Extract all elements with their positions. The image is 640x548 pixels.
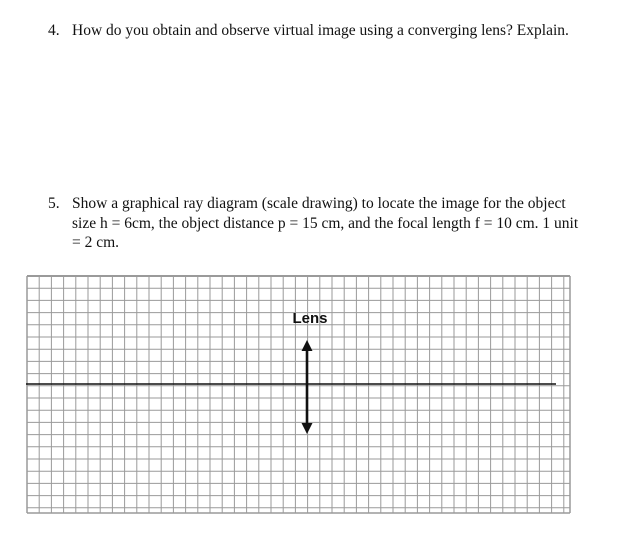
graph-paper-grid <box>26 275 572 515</box>
lens-label: Lens <box>292 310 328 327</box>
lens-arrow-top <box>302 340 313 351</box>
question-4-text: How do you obtain and observe virtual image using a converging lens? Explain. <box>72 22 569 39</box>
question-4 <box>48 21 628 41</box>
lens-symbol <box>302 340 313 434</box>
question-5-text <box>72 194 627 253</box>
question-5-line-2: size h = 6cm, the object distance p = 15 cm, and the focal length f = 10 cm. 1 unit <box>72 214 579 232</box>
question-5-line-3: = 2 cm. <box>72 234 120 251</box>
question-4-number: 4. <box>48 22 60 39</box>
ray-diagram-area <box>26 275 572 515</box>
lens-arrow-bottom <box>302 423 313 434</box>
question-5-number: 5. <box>48 195 60 212</box>
question-5-line-1: Show a graphical ray diagram (scale drawing) to locate the image for the object <box>72 195 566 212</box>
question-5 <box>48 194 628 256</box>
